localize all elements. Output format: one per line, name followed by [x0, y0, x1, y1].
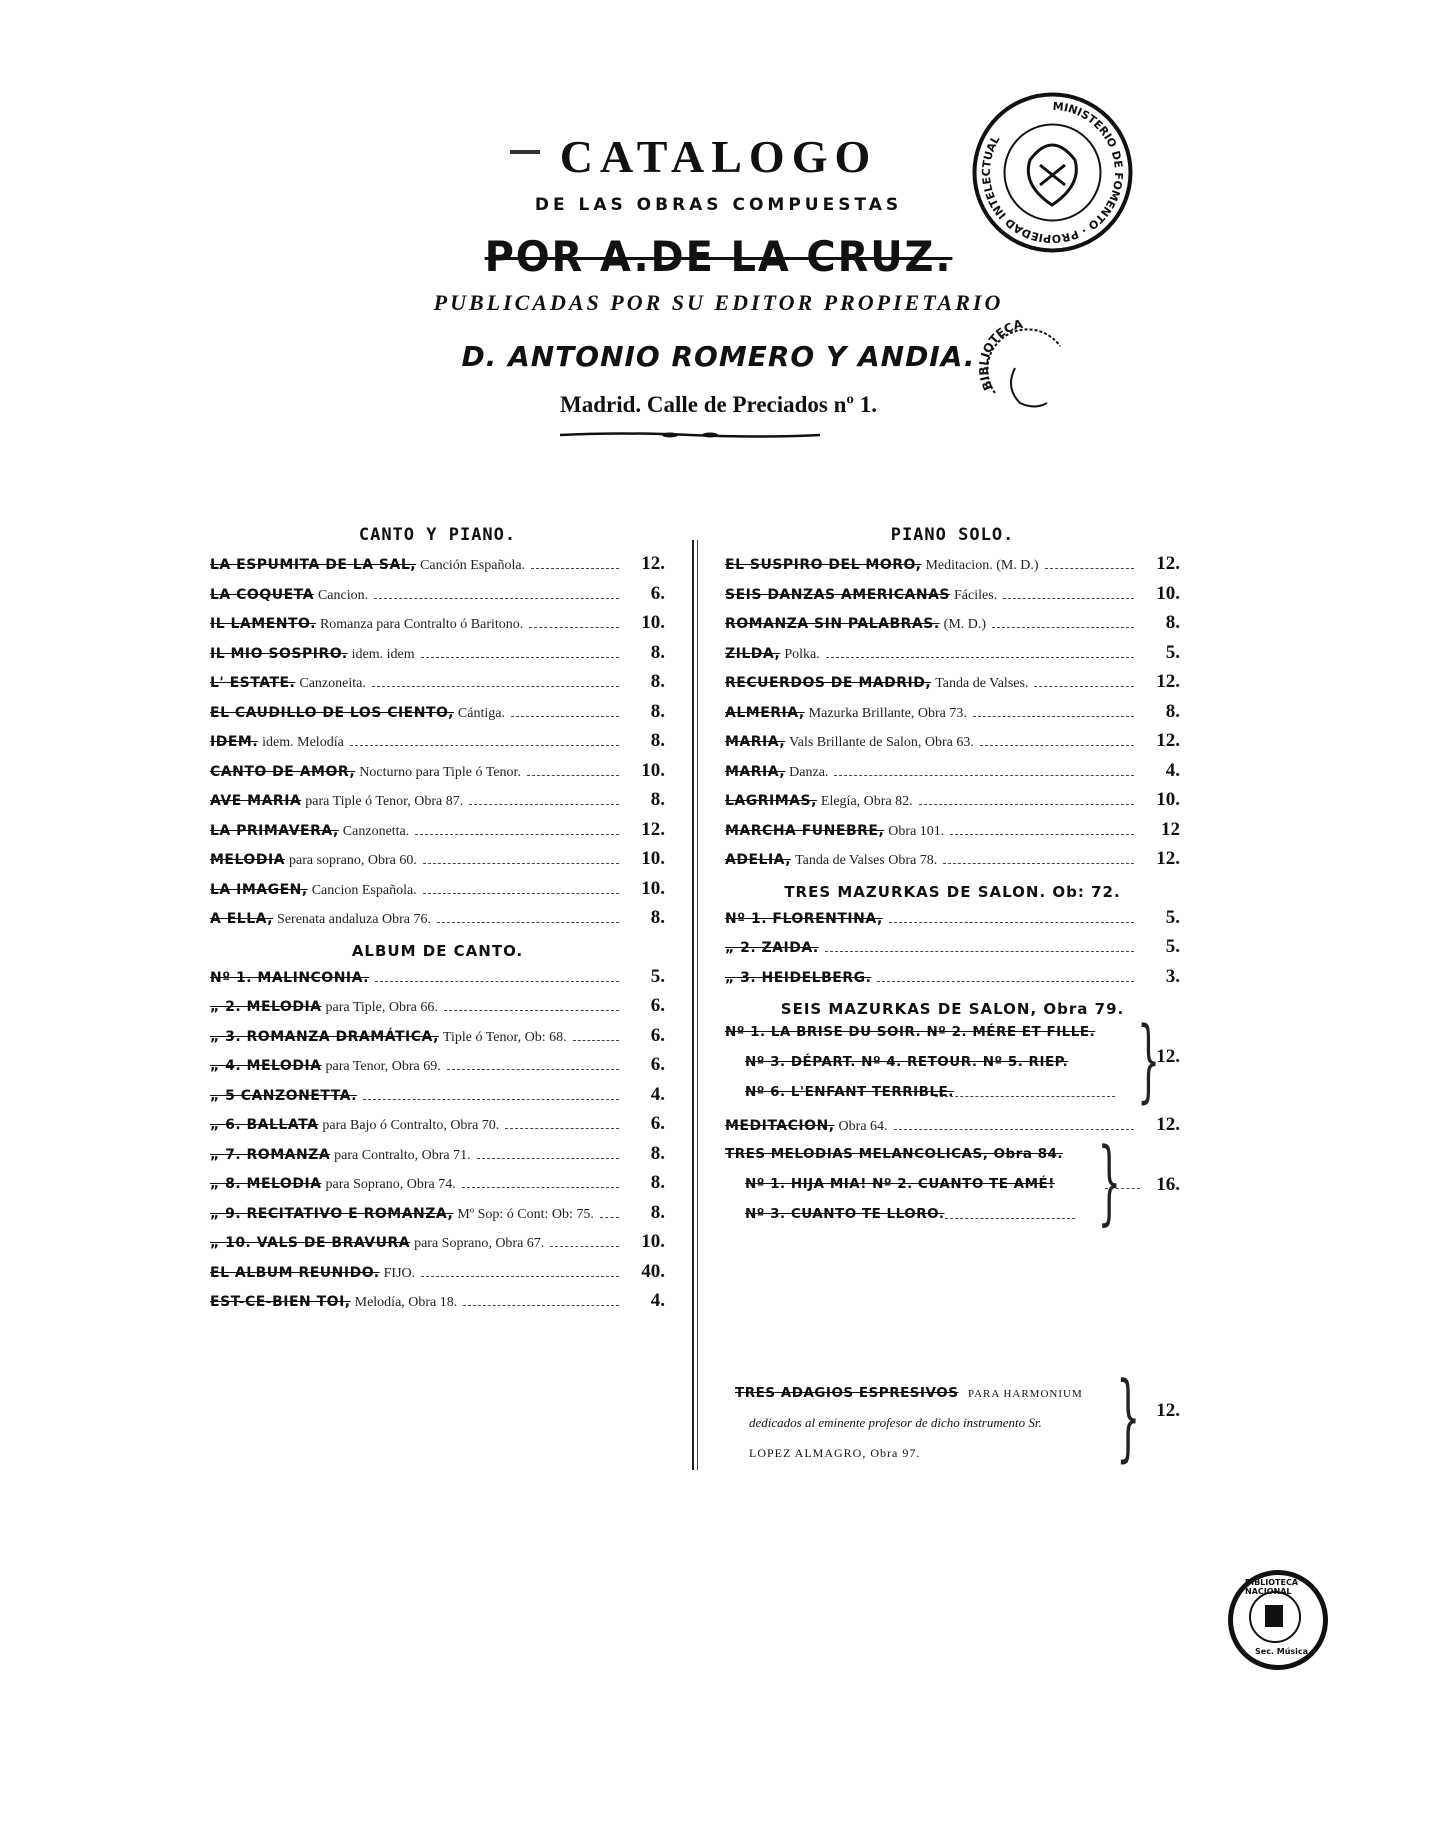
leader-dots	[415, 834, 619, 835]
entry-description: Mazurka Brillante, Obra 73.	[808, 705, 967, 721]
seis-line-1: Nº 1. LA BRISE DU SOIR. Nº 2. MÉRE ET FILLE.	[725, 1024, 1096, 1040]
entry-description: (M. D.)	[943, 617, 987, 632]
entry-price: 5.	[1165, 936, 1180, 957]
entry-description: Canción Española.	[420, 558, 526, 573]
catalog-author	[36, 232, 1401, 281]
seis-brace: }	[1137, 1008, 1161, 1113]
editor-address: Madrid. Calle de Preciados nº 1.	[559, 392, 877, 417]
tres-line-2: Nº 1. HIJA MIA! Nº 2. CUANTO TE AMÉ!	[745, 1175, 1055, 1192]
tres-mazurkas-heading: TRES MAZURKAS DE SALON. Ob: 72.	[784, 882, 1121, 901]
entry-description: Fáciles.	[954, 587, 998, 603]
canto-entry-row	[210, 819, 665, 849]
entry-title: EL SUSPIRO DEL MORO,	[725, 557, 922, 573]
album-entry-row	[210, 1025, 665, 1055]
canto-entry-row	[210, 612, 665, 642]
mazurka-items-list	[725, 907, 1180, 996]
entry-description: para Soprano, Obra 74.	[325, 1177, 456, 1192]
seal-ring-text: MINISTERIO DE FOMENTO · PROPIEDAD INTELECTUAL	[979, 99, 1126, 246]
leader-dots	[469, 804, 619, 805]
adagios-dedication: dedicados al eminente profesor de dicho instrumento Sr.	[749, 1415, 1042, 1430]
leader-dots	[529, 627, 619, 628]
leader-dots	[889, 922, 1134, 923]
entry-title: ADELIA,	[725, 852, 792, 868]
leader-dots	[943, 863, 1134, 864]
entry-title: Nº 1. FLORENTINA,	[725, 910, 883, 927]
mazurka-entry-row	[725, 966, 1180, 996]
header-ornament-rule	[560, 430, 820, 440]
entry-description: para Tenor, Obra 69.	[325, 1059, 441, 1074]
leader-dots	[372, 686, 619, 687]
entry-title: L' ESTATE.	[210, 675, 296, 691]
leader-dots	[505, 1128, 619, 1129]
entry-price: 3.	[1165, 965, 1180, 987]
entry-title: „ 2. ZAIDA.	[725, 940, 819, 956]
entry-description: Melodía, Obra 18.	[354, 1295, 458, 1310]
published-line: PUBLICADAS POR SU EDITOR PROPIETARIO	[433, 290, 1004, 315]
album-entry-row	[210, 1202, 665, 1232]
piano-entry-row	[725, 848, 1180, 878]
entry-title: „ 2. MELODIA	[210, 999, 322, 1015]
entry-description: Cántiga.	[457, 705, 505, 721]
adagios-price: 12.	[1156, 1400, 1180, 1421]
entry-title: IL MIO SOSPIRO.	[210, 645, 348, 662]
album-entry-row	[210, 1290, 665, 1320]
album-entry-row	[210, 1113, 665, 1143]
entry-description: idem. Melodía	[262, 735, 344, 750]
entry-description: Meditacion. (M. D.)	[925, 558, 1039, 573]
piano-entry-row	[725, 701, 1180, 731]
album-entry-row	[210, 1054, 665, 1084]
album-entry-row	[210, 1231, 665, 1261]
leader-dots	[1034, 686, 1134, 687]
piano-entry-row	[725, 642, 1180, 672]
entry-description: idem. idem	[351, 646, 415, 662]
leader-dots	[973, 716, 1134, 717]
tres-line-1: TRES MELODIAS MELANCOLICAS, Obra 84.	[725, 1145, 1064, 1162]
seis-leader	[935, 1096, 1115, 1097]
entry-title: EL CAUDILLO DE LOS CIENTO,	[210, 704, 454, 721]
entry-title: „ 3. HEIDELBERG.	[725, 969, 872, 986]
entry-price: 8.	[650, 789, 665, 810]
adagios-composer: LOPEZ ALMAGRO, Obra 97.	[749, 1446, 921, 1460]
leader-dots	[980, 745, 1134, 746]
seis-mazurkas-heading: SEIS MAZURKAS DE SALON, Obra 79.	[780, 1000, 1125, 1018]
leader-dots	[350, 745, 619, 746]
meditacion-desc: Obra 64.	[838, 1119, 888, 1134]
canto-entry-row	[210, 848, 665, 878]
canto-entry-row	[210, 907, 665, 937]
entry-title: IL LAMENTO.	[210, 616, 316, 632]
propiedad-intelectual-seal	[970, 90, 1135, 255]
entry-price: 5.	[1165, 641, 1180, 663]
biblioteca-small-stamp	[975, 318, 1075, 418]
entry-price: 8.	[650, 641, 665, 663]
entry-description: Romanza para Contralto ó Baritono.	[319, 617, 524, 632]
entry-description: para soprano, Obra 60.	[288, 853, 417, 868]
leader-dots	[992, 627, 1134, 628]
entry-price: 6.	[650, 582, 665, 604]
seis-line-3: Nº 6. L'ENFANT TERRIBLE.	[745, 1084, 954, 1100]
adagios-brace: }	[1116, 1362, 1141, 1472]
entry-title: „ 3. ROMANZA DRAMÁTICA,	[210, 1028, 439, 1045]
author-text: POR A.DE LA CRUZ.	[484, 232, 953, 281]
entry-price: 40.	[641, 1260, 665, 1282]
entry-description: Danza.	[789, 764, 829, 780]
entry-title: RECUERDOS DE MADRID,	[725, 675, 932, 691]
entry-title: LAGRIMAS,	[725, 793, 817, 809]
canto-entry-row	[210, 553, 665, 583]
entry-title: „ 8. MELODIA	[210, 1176, 322, 1192]
entry-price: 10.	[641, 877, 665, 899]
tres-brace: }	[1097, 1127, 1121, 1235]
entry-price: 8.	[650, 730, 665, 751]
entry-description: Nocturno para Tiple ó Tenor.	[359, 764, 521, 780]
entry-price: 12	[1161, 818, 1180, 840]
piano-entry-row	[725, 671, 1180, 701]
entry-title: ROMANZA SIN PALABRAS.	[725, 616, 940, 632]
bn-seal-top-text: BIBLIOTECA NACIONAL	[1245, 1578, 1299, 1596]
album-entry-row	[210, 1172, 665, 1202]
leader-dots	[477, 1158, 619, 1159]
piano-entry-row	[725, 789, 1180, 819]
leader-dots	[834, 775, 1134, 776]
entry-title: Nº 1. MALINCONIA.	[210, 969, 370, 986]
entry-price: 6.	[650, 1113, 665, 1134]
entry-title: EL ALBUM REUNIDO.	[210, 1264, 380, 1281]
entry-title: MELODIA	[210, 852, 285, 868]
leader-dots	[1045, 568, 1134, 569]
leader-dots	[374, 598, 619, 599]
entry-description: FIJO.	[383, 1265, 416, 1281]
entry-title: CANTO DE AMOR,	[210, 763, 356, 780]
entry-title: „ 10. VALS DE BRAVURA	[210, 1235, 411, 1251]
meditacion-price: 12.	[1156, 1114, 1180, 1135]
leader-dots	[375, 981, 619, 982]
canto-y-piano-column	[210, 525, 665, 1320]
leader-dots	[423, 863, 619, 864]
entry-description: para Tiple ó Tenor, Obra 87.	[305, 794, 464, 809]
entry-price: 4.	[650, 1083, 665, 1105]
entry-title: MARIA,	[725, 734, 786, 750]
entry-title: LA COQUETA	[210, 586, 314, 603]
piano-items-list	[725, 553, 1180, 878]
entry-description: Elegía, Obra 82.	[820, 794, 913, 809]
entry-description: Polka.	[784, 646, 820, 662]
entry-title: EST-CE-BIEN TOI,	[210, 1294, 351, 1310]
leader-dots	[462, 1187, 619, 1188]
leader-dots	[573, 1040, 619, 1041]
mazurka-entry-row	[725, 907, 1180, 937]
seis-price: 12.	[1156, 1046, 1180, 1067]
entry-price: 6.	[650, 995, 665, 1016]
leader-dots	[919, 804, 1134, 805]
entry-price: 5.	[1165, 906, 1180, 928]
piano-entry-row	[725, 760, 1180, 790]
entry-description: para Soprano, Obra 67.	[414, 1236, 545, 1251]
leader-dots	[550, 1246, 619, 1247]
entry-price: 8.	[650, 1142, 665, 1164]
catalog-subtitle: DE LAS OBRAS COMPUESTAS	[534, 195, 903, 215]
entry-title: SEIS DANZAS AMERICANAS	[725, 586, 950, 603]
entry-price: 6.	[650, 1024, 665, 1046]
canto-entry-row	[210, 878, 665, 908]
entry-description: para Bajo ó Contralto, Obra 70.	[322, 1118, 500, 1133]
entry-price: 10.	[641, 848, 665, 869]
tres-melodias-group	[725, 1127, 1180, 1236]
entry-title: „ 6. BALLATA	[210, 1117, 319, 1133]
leader-dots	[447, 1069, 619, 1070]
entry-title: „ 7. ROMANZA	[210, 1146, 331, 1163]
entry-price: 12.	[1156, 671, 1180, 692]
adagios-title: TRES ADAGIOS ESPRESIVOS	[735, 1385, 959, 1401]
piano-solo-column	[725, 525, 1180, 1236]
entry-title: AVE MARIA	[210, 793, 302, 809]
small-stamp-text: BIBLIOTECA	[976, 318, 1025, 393]
entry-price: 10.	[641, 1231, 665, 1252]
leader-dots	[421, 1276, 619, 1277]
adagios-instrument: PARA HARMONIUM	[967, 1388, 1083, 1400]
seal-crest	[1265, 1605, 1283, 1627]
entry-price: 4.	[1165, 759, 1180, 781]
entry-price: 8.	[650, 907, 665, 928]
piano-entry-row	[725, 553, 1180, 583]
leader-dots	[444, 1010, 619, 1011]
adagios-harmonium-group	[735, 1378, 1125, 1468]
album-entry-row	[210, 995, 665, 1025]
leader-dots	[511, 716, 619, 717]
column-divider-thin	[697, 540, 698, 1470]
entry-price: 10.	[641, 759, 665, 781]
entry-title: A ELLA,	[210, 911, 274, 927]
leader-dots	[423, 893, 619, 894]
bn-seal-bottom-text: Sec. Música	[1255, 1647, 1309, 1656]
leader-dots	[421, 657, 619, 658]
entry-price: 10.	[1156, 582, 1180, 604]
tres-line-3: Nº 3. CUANTO TE LLORO.	[745, 1205, 945, 1222]
canto-items-list	[210, 553, 665, 937]
entry-title: ZILDA,	[725, 645, 781, 662]
entry-price: 4.	[650, 1290, 665, 1311]
canto-entry-row	[210, 583, 665, 613]
entry-title: MARCHA FUNEBRE,	[725, 822, 885, 839]
entry-price: 6.	[650, 1054, 665, 1075]
entry-price: 8.	[650, 1172, 665, 1193]
svg-text:MINISTERIO DE FOMENTO · PROPIE	[980, 100, 1125, 245]
album-de-canto-heading: ALBUM DE CANTO.	[351, 941, 524, 960]
entry-title: LA IMAGEN,	[210, 881, 308, 898]
entry-description: Tanda de Valses Obra 78.	[795, 853, 938, 868]
biblioteca-nacional-seal	[1228, 1570, 1328, 1670]
entry-price: 12.	[641, 818, 665, 840]
entry-title: „ 5 CANZONETTA.	[210, 1087, 358, 1104]
entry-description: para Tiple, Obra 66.	[325, 1000, 438, 1015]
entry-price: 5.	[650, 965, 665, 987]
entry-price: 8.	[650, 671, 665, 692]
entry-title: MARIA,	[725, 763, 786, 780]
editor-name: D. ANTONIO ROMERO Y ANDIA.	[461, 340, 976, 373]
entry-price: 8.	[1165, 612, 1180, 633]
entry-price: 8.	[650, 1201, 665, 1223]
entry-description: Tanda de Valses.	[935, 676, 1029, 691]
entry-description: Cancion.	[317, 587, 369, 603]
entry-price: 12.	[1156, 553, 1180, 574]
album-entry-row	[210, 1261, 665, 1291]
leader-dots	[527, 775, 619, 776]
entry-price: 10.	[641, 612, 665, 633]
leader-dots	[363, 1099, 619, 1100]
leader-dots	[826, 657, 1134, 658]
leader-dots	[463, 1305, 619, 1306]
canto-entry-row	[210, 760, 665, 790]
entry-price: 8.	[1165, 700, 1180, 722]
leader-dots	[1003, 598, 1134, 599]
tres-price: 16.	[1156, 1173, 1180, 1195]
entry-title: „ 9. RECITATIVO E ROMANZA,	[210, 1205, 454, 1222]
entry-title: LA ESPUMITA DE LA SAL,	[210, 557, 417, 573]
canto-entry-row	[210, 789, 665, 819]
piano-entry-row	[725, 819, 1180, 849]
leader-dots	[437, 922, 619, 923]
entry-price: 12.	[1156, 848, 1180, 869]
entry-description: Canzonetta.	[342, 823, 410, 839]
entry-description: Obra 101.	[888, 823, 945, 839]
canto-y-piano-heading: CANTO Y PIANO.	[358, 525, 517, 545]
leader-dots	[600, 1217, 619, 1218]
catalog-title: CATALOGO	[559, 131, 878, 182]
leader-dots	[825, 951, 1134, 952]
entry-title: IDEM.	[210, 734, 259, 750]
entry-price: 12.	[641, 553, 665, 574]
entry-title: „ 4. MELODIA	[210, 1058, 322, 1074]
entry-description: Mº Sop: ó Cont: Ob: 75.	[457, 1206, 594, 1222]
entry-title: LA PRIMAVERA,	[210, 822, 339, 839]
piano-solo-heading: PIANO SOLO.	[890, 525, 1015, 545]
canto-entry-row	[210, 671, 665, 701]
entry-price: 8.	[650, 700, 665, 722]
album-items-list	[210, 966, 665, 1320]
tres-leader	[945, 1218, 1075, 1219]
entry-description: Tiple ó Tenor, Ob: 68.	[442, 1029, 567, 1045]
canto-entry-row	[210, 642, 665, 672]
piano-entry-row	[725, 583, 1180, 613]
entry-description: Cancion Española.	[311, 882, 417, 898]
canto-entry-row	[210, 730, 665, 760]
album-entry-row	[210, 1084, 665, 1114]
column-divider	[692, 540, 694, 1470]
meditacion-title: MEDITACION,	[725, 1118, 835, 1134]
album-entry-row	[210, 966, 665, 996]
tres-leader-2	[1105, 1188, 1140, 1189]
entry-price: 10.	[1156, 789, 1180, 810]
piano-entry-row	[725, 612, 1180, 642]
mazurka-entry-row	[725, 936, 1180, 966]
svg-text:BIBLIOTECA	[977, 318, 1025, 393]
leader-dots	[950, 834, 1134, 835]
album-entry-row	[210, 1143, 665, 1173]
seis-line-2: Nº 3. DÉPART. Nº 4. RETOUR. Nº 5. RIEP.	[745, 1054, 1069, 1070]
entry-description: Vals Brillante de Salon, Obra 63.	[789, 735, 974, 750]
entry-description: Serenata andaluza Obra 76.	[277, 912, 431, 927]
entry-description: Canzoneita.	[299, 676, 366, 691]
canto-entry-row	[210, 701, 665, 731]
entry-title: ALMERIA,	[725, 704, 805, 721]
leader-dots	[877, 981, 1134, 982]
entry-description: para Contralto, Obra 71.	[334, 1147, 471, 1163]
piano-entry-row	[725, 730, 1180, 760]
entry-price: 12.	[1156, 730, 1180, 751]
leader-dots	[531, 568, 619, 569]
